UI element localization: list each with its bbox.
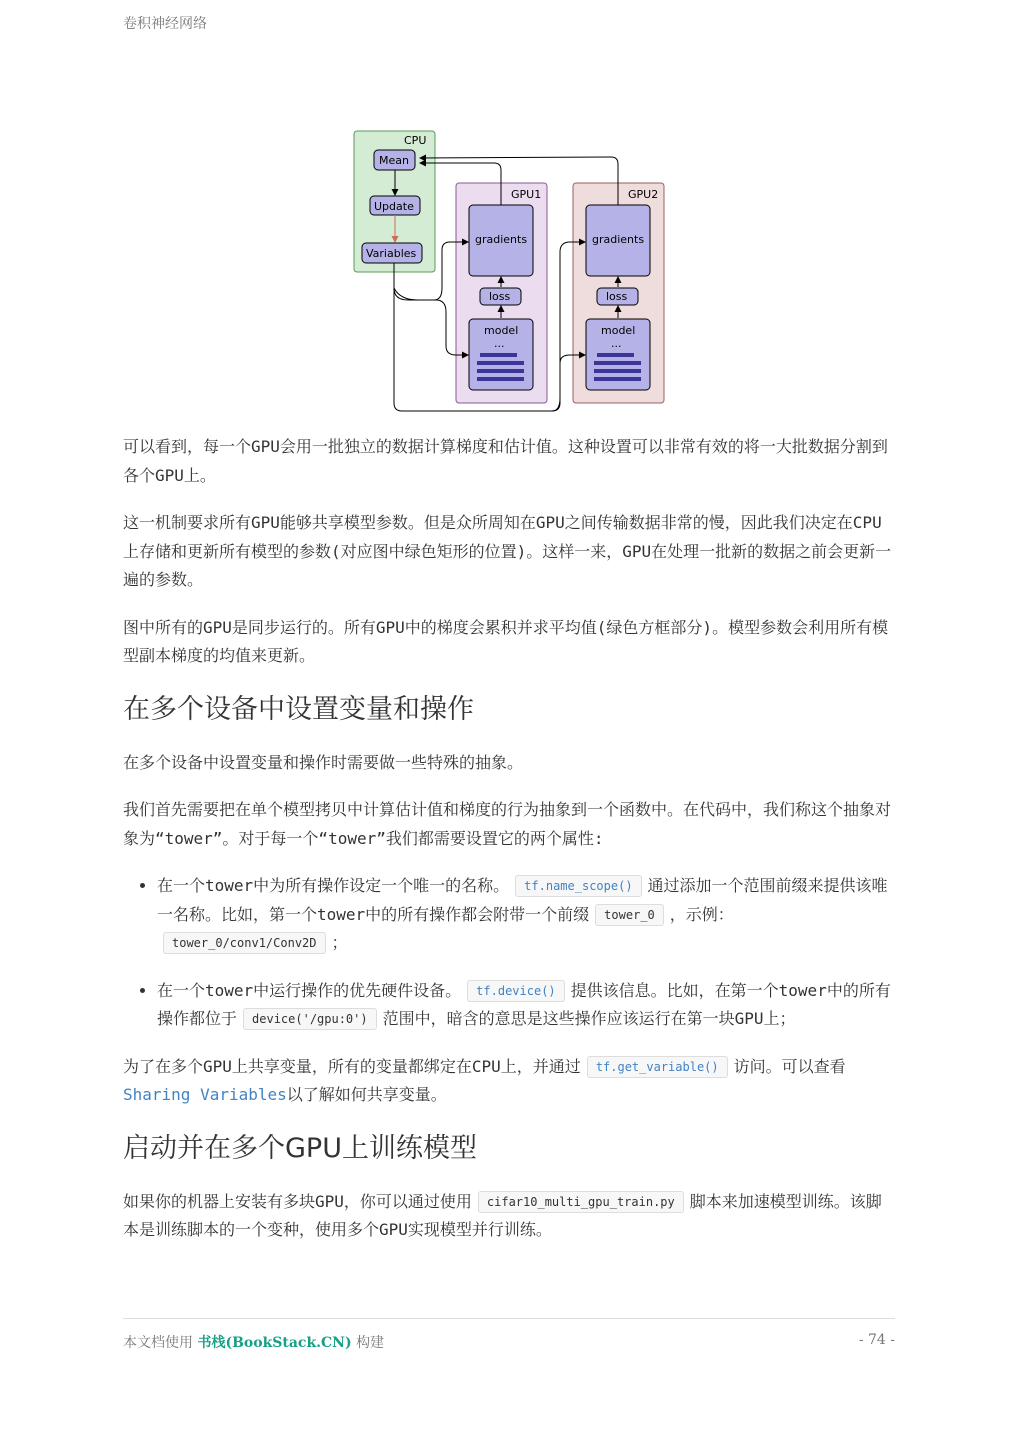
section-heading: 在多个设备中设置变量和操作	[123, 693, 474, 725]
inline-code: tower_0	[595, 904, 664, 926]
gpu2-layer-bar	[594, 377, 641, 381]
gpu1-layer-bar	[477, 369, 524, 373]
gpu2-layer-bar	[594, 361, 641, 365]
footer-brand-link[interactable]: 书栈(BookStack.CN)	[197, 1335, 352, 1351]
list-item	[157, 977, 895, 1034]
running-header: 卷积神经网络	[123, 16, 207, 32]
gpu2-ellipsis: ...	[611, 337, 622, 350]
cpu-label: CPU	[404, 134, 427, 147]
inline-code: tf.device()	[467, 980, 564, 1002]
paragraph-text: 以了解如何共享变量。	[286, 1085, 447, 1104]
list-item-text: ；	[331, 933, 348, 952]
inline-code: tf.name_scope()	[515, 875, 641, 897]
paragraph-text: 为了在多个GPU上共享变量，所有的变量都绑定在CPU上，并通过	[123, 1056, 581, 1076]
footer-suffix: 构建	[356, 1335, 385, 1351]
paragraph: 图中所有的GPU是同步运行的。所有GPU中的梯度会累积并求平均值(绿色方框部分)。模型参数会利用所有模型副本梯度的均值来更新。	[123, 617, 889, 665]
footer-prefix: 本文档使用	[123, 1335, 193, 1351]
footer-divider	[123, 1318, 895, 1319]
gpu1-ellipsis: ...	[494, 337, 505, 350]
page-number: - 74 -	[858, 1332, 895, 1348]
list-item-text: ，示例：	[669, 904, 734, 924]
gpu2-gradients-label: gradients	[592, 233, 645, 246]
paragraph: 我们首先需要把在单个模型拷贝中计算估计值和梯度的行为抽象到一个函数中。在代码中，我们称这个抽象对象为“tower”。对于每一个“tower”我们都需要设置它的两个属性:	[123, 800, 892, 848]
list-item-text: 提供该信息。比如，在第一个tower中的所有操作都位于	[157, 980, 891, 1028]
gpu2-label: GPU2	[628, 188, 659, 201]
paragraph-text: 访问。可以查看	[733, 1056, 846, 1076]
gpu1-layer-bar	[477, 377, 524, 381]
paragraph: 在多个设备中设置变量和操作时需要做一些特殊的抽象。	[123, 752, 524, 772]
diagram-svg	[352, 128, 668, 418]
gpu1-gradients-label: gradients	[475, 233, 528, 246]
gpu1-layer-bar	[477, 361, 524, 365]
paragraph: 这一机制要求所有GPU能够共享模型参数。但是众所周知在GPU之间传输数据非常的慢，因此我们决定在CPU上存储和更新所有模型的参数(对应图中绿色矩形的位置)。这样一来，GPU在处理一批新的数据之前会更新一遍的参数。	[123, 513, 892, 589]
gpu2-model-label: model	[601, 324, 636, 337]
paragraph	[123, 1053, 895, 1110]
gpu1-layer-bar	[480, 353, 517, 357]
bullet-list	[123, 872, 895, 1034]
variables-label: Variables	[366, 247, 417, 260]
inline-code: tower_0/conv1/Conv2D	[163, 932, 326, 954]
inline-code: tf.get_variable()	[587, 1056, 728, 1078]
gpu2-loss-label: loss	[606, 290, 628, 303]
list-item-text: 通过添加一个范围前缀来提供该唯一名称。比如，第一个tower中的所有操作都会附带一个前缀	[157, 876, 888, 924]
gpu2-layer-bar	[597, 353, 634, 357]
article-body	[123, 433, 895, 1264]
footer-credit	[123, 1332, 384, 1352]
list-item-text: 范围中，暗含的意思是这些操作应该运行在第一块GPU上；	[382, 1009, 796, 1028]
inline-code: cifar10_multi_gpu_train.py	[478, 1191, 684, 1213]
list-item-text: 在一个tower中运行操作的优先硬件设备。	[157, 980, 462, 1000]
list-item-text: 在一个tower中为所有操作设定一个唯一的名称。	[157, 876, 510, 895]
paragraph-text: 如果你的机器上安装有多块GPU，你可以通过使用	[123, 1191, 472, 1211]
section-heading: 启动并在多个GPU上训练模型	[123, 1132, 477, 1164]
gpu2-layer-bar	[594, 369, 641, 373]
mean-label: Mean	[379, 154, 409, 167]
update-label: Update	[374, 200, 414, 213]
gpu1-label: GPU1	[511, 188, 542, 201]
gpu1-model-label: model	[484, 324, 519, 337]
gpu1-loss-label: loss	[489, 290, 511, 303]
list-item	[157, 872, 895, 958]
paragraph-text: 脚本来加速模型训练。该脚本是训练脚本的一个变种，使用多个GPU实现模型并行训练。	[123, 1191, 882, 1239]
paragraph: 可以看到，每一个GPU会用一批独立的数据计算梯度和估计值。这种设置可以非常有效的将一大批数据分割到各个GPU上。	[123, 437, 888, 485]
inline-code: device('/gpu:0')	[243, 1008, 377, 1030]
paragraph	[123, 1188, 895, 1245]
sharing-variables-link[interactable]: Sharing Variables	[123, 1085, 287, 1104]
multi-gpu-diagram	[352, 128, 668, 418]
